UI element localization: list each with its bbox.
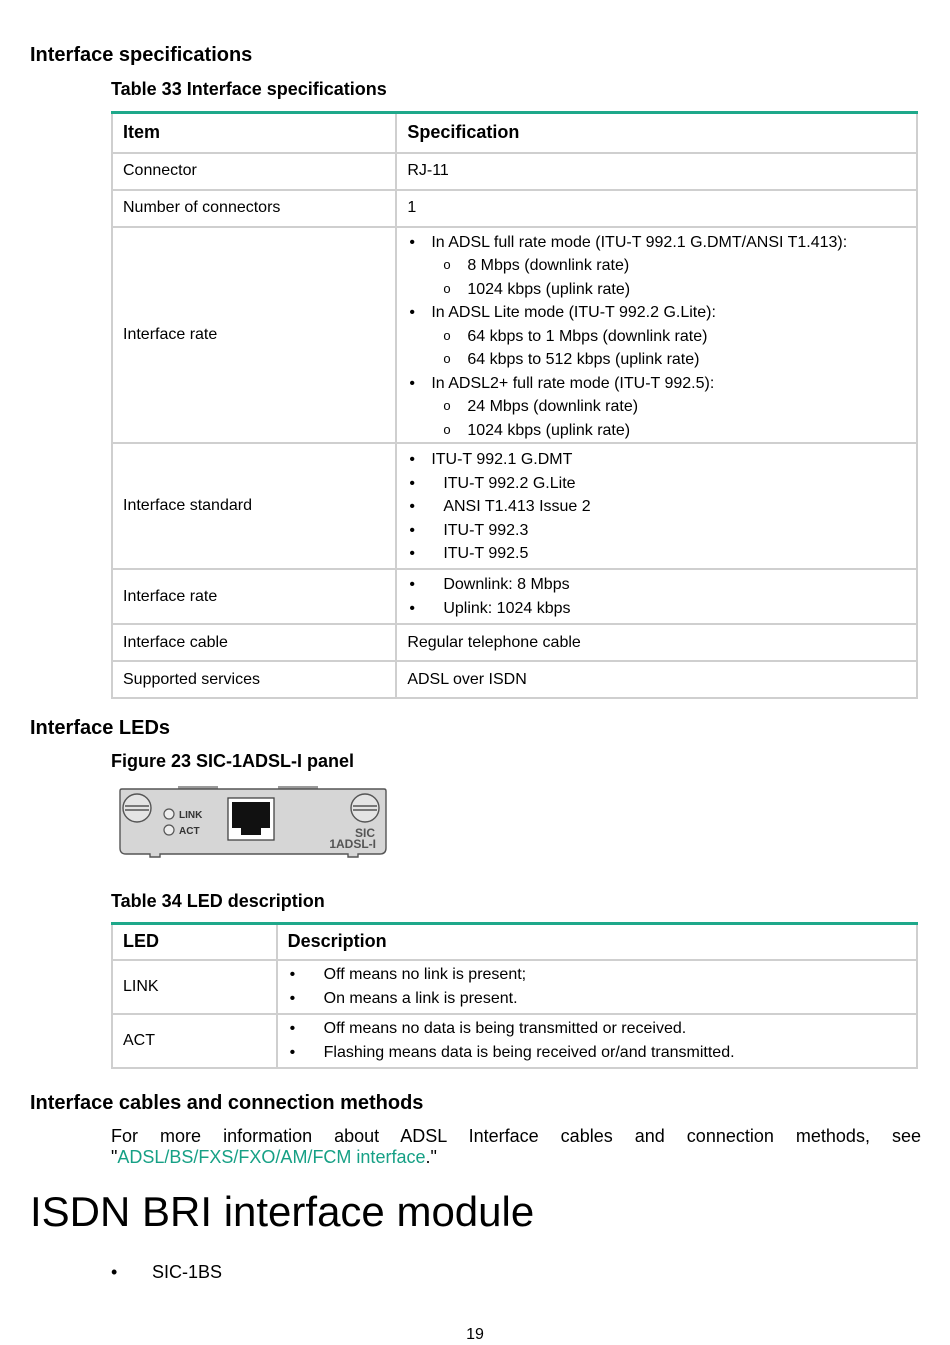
table-row	[112, 443, 917, 569]
list-item: • In ADSL full rate mode (ITU-T 992.1 G.DMT/ANSI T1.413): o 8 Mbps (downlink rate) o 1024 kbps (uplink rate)	[407, 231, 906, 302]
sub-list-item: o 8 Mbps (downlink rate)	[431, 254, 906, 278]
list-item: • In ADSL Lite mode (ITU-T 992.2 G.Lite): o 64 kbps to 1 Mbps (downlink rate) o 64 kbps to 512 kbps (uplink rate)	[407, 301, 906, 372]
table-34-caption: Table 34 LED description	[111, 891, 325, 911]
list-item: SIC-1BS	[152, 1262, 223, 1282]
cables-paragraph: For more information about ADSL Interface cables and connection methods, see "ADSL/BS/FXS/FXO/AM/FCM interface."	[111, 1126, 921, 1167]
sub-list-item: o 24 Mbps (downlink rate)	[431, 395, 906, 419]
link-led-icon	[164, 809, 174, 819]
cell-description	[277, 960, 917, 1014]
page-number: 19	[466, 1326, 484, 1343]
table-header-item: Item	[112, 113, 396, 153]
cell-spec: Regular telephone cable	[396, 624, 917, 661]
list-item: • Uplink: 1024 kbps	[407, 597, 906, 621]
sub-list-item: o 1024 kbps (uplink rate)	[431, 419, 906, 443]
section-heading-interface-specifications: Interface specifications	[30, 44, 253, 66]
led-description-table	[111, 922, 918, 1069]
table-row	[112, 569, 917, 624]
left-screw-icon	[123, 794, 151, 822]
sic-1adsl-i-panel-figure	[118, 786, 388, 858]
cell-spec	[396, 569, 917, 624]
list-item: • ITU-T 992.1 G.DMT	[407, 448, 906, 472]
bullet-icon: •	[111, 1262, 118, 1282]
sub-list-item: o 1024 kbps (uplink rate)	[431, 278, 906, 302]
bullet-list	[407, 448, 906, 472]
right-screw-icon	[351, 794, 379, 822]
table-header-specification: Specification	[396, 113, 917, 153]
panel-model-label-line1: SIC	[354, 826, 375, 840]
table-row	[112, 661, 917, 698]
cell-item: Connector	[112, 153, 396, 190]
sub-list-item: o 64 kbps to 512 kbps (uplink rate)	[431, 348, 906, 372]
figure-23-caption: Figure 23 SIC-1ADSL-I panel	[111, 751, 355, 771]
bullet-list	[407, 472, 906, 566]
list-item: • ITU-T 992.3	[407, 519, 906, 543]
list-item: • ITU-T 992.5	[407, 542, 906, 566]
cell-item: Supported services	[112, 661, 396, 698]
cell-item: Interface standard	[112, 443, 396, 569]
interface-spec-table	[111, 111, 918, 699]
table-row	[112, 190, 917, 227]
cell-spec: ADSL over ISDN	[396, 661, 917, 698]
list-item: • Downlink: 8 Mbps	[407, 573, 906, 597]
panel-model-label-line2: 1ADSL-I	[329, 837, 376, 851]
led-label-link: LINK	[179, 810, 203, 821]
sub-list-item: o 64 kbps to 1 Mbps (downlink rate)	[431, 325, 906, 349]
list-item: • ANSI T1.413 Issue 2	[407, 495, 906, 519]
cell-spec: RJ-11	[396, 153, 917, 190]
cell-spec	[396, 227, 917, 444]
rj11-port-icon	[228, 798, 274, 840]
cell-description	[277, 1014, 917, 1068]
bullet-list	[407, 231, 906, 443]
table-row	[112, 227, 917, 444]
cell-spec: 1	[396, 190, 917, 227]
section-heading-interface-leds: Interface LEDs	[30, 717, 171, 739]
bullet-list	[407, 573, 906, 620]
table-row	[112, 624, 917, 661]
cell-item: Interface rate	[112, 569, 396, 624]
cell-item: Interface cable	[112, 624, 396, 661]
list-item: • Off means no data is being transmitted or received.	[288, 1017, 906, 1041]
table-header-led: LED	[112, 924, 277, 960]
table-33-caption: Table 33 Interface specifications	[111, 79, 387, 99]
list-item: • In ADSL2+ full rate mode (ITU-T 992.5): o 24 Mbps (downlink rate) o 1024 kbps (uplink rate)	[407, 372, 906, 443]
table-row	[112, 960, 917, 1014]
list-item: • ITU-T 992.2 G.Lite	[407, 472, 906, 496]
bullet-list	[288, 963, 906, 1010]
table-row	[112, 153, 917, 190]
cell-item: Number of connectors	[112, 190, 396, 227]
list-item: • Off means no link is present;	[288, 963, 906, 987]
bullet-list	[288, 1017, 906, 1064]
section-heading-interface-cables: Interface cables and connection methods	[30, 1092, 424, 1114]
cell-led: ACT	[112, 1014, 277, 1068]
table-header-description: Description	[277, 924, 917, 960]
act-led-icon	[164, 825, 174, 835]
list-item: • Flashing means data is being received or/and transmitted.	[288, 1041, 906, 1065]
list-item: • On means a link is present.	[288, 987, 906, 1011]
led-label-act: ACT	[179, 826, 200, 837]
cell-item: Interface rate	[112, 227, 396, 444]
isdn-bri-heading: ISDN BRI interface module	[30, 1188, 535, 1235]
cell-spec	[396, 443, 917, 569]
table-row	[112, 1014, 917, 1068]
adsl-interface-link[interactable]: ADSL/BS/FXS/FXO/AM/FCM interface	[117, 1147, 426, 1167]
cell-led: LINK	[112, 960, 277, 1014]
